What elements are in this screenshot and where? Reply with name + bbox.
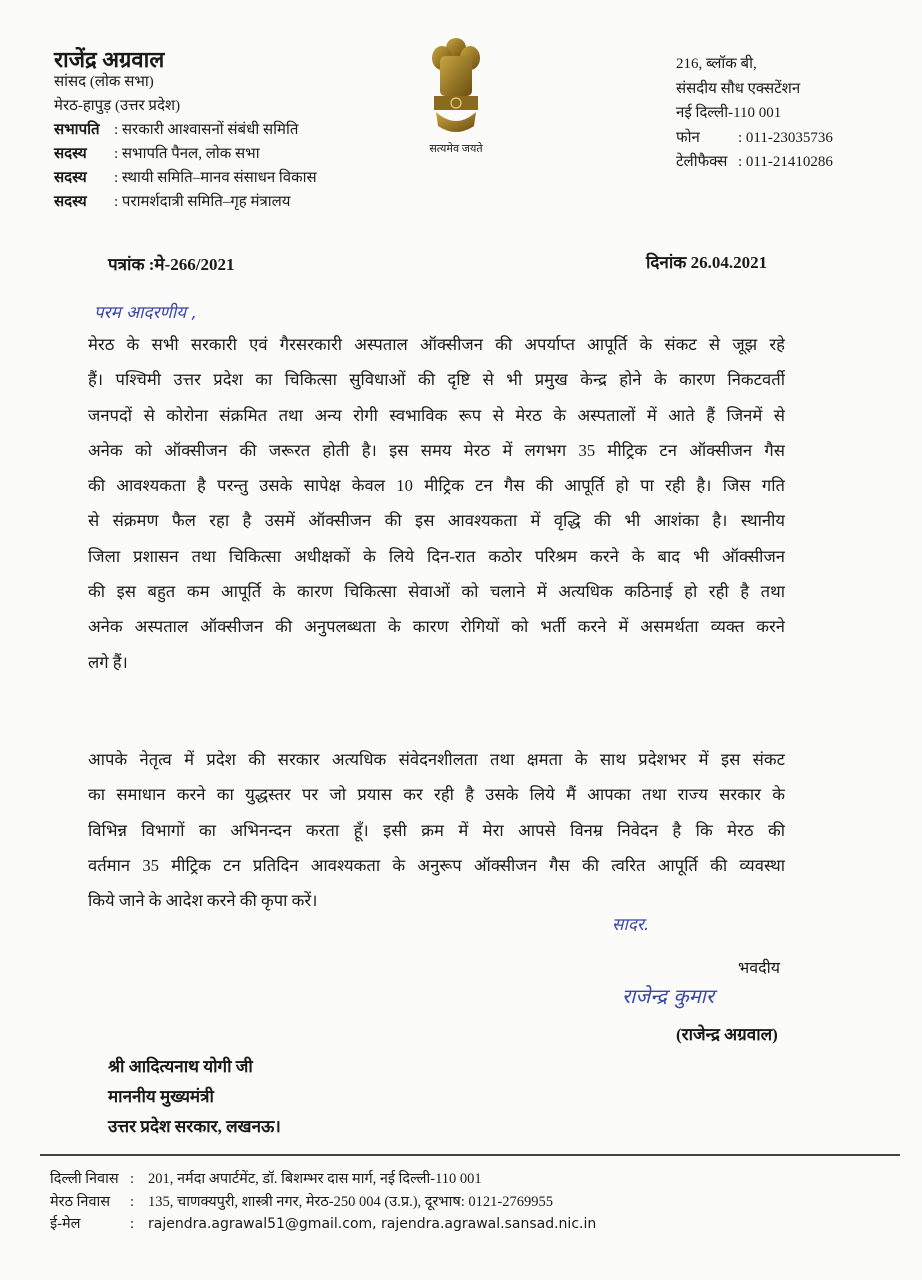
- recipient-block: [108, 1052, 281, 1142]
- sender-details: [54, 70, 317, 214]
- text-line: मेरठ के सभी सरकारी एवं गैरसरकारी अस्पताल ऑक्सीजन की अपर्याप्त आपूर्ति के संकट से जूझ रहे: [88, 335, 785, 354]
- sender-name: राजेंद्र अग्रवाल: [54, 47, 165, 72]
- fax-label: टेलीफैक्स: [676, 154, 728, 170]
- text-line: हैं। पश्चिमी उत्तर प्रदेश का चिकित्सा सुविधाओं की दृष्टि से भी प्रमुख केन्द्र होने के कारण निकटवर्ती: [88, 370, 785, 390]
- emblem-motto: सत्यमेव जयते: [429, 143, 483, 155]
- fax-value: : 011-21410286: [738, 154, 833, 170]
- role-label: सदस्य: [54, 170, 87, 186]
- role-value: : स्थायी समिति–मानव संसाधन विकास: [114, 170, 317, 186]
- text-line: का समाधान करने का युद्धस्तर पर जो प्रयास कर रही है उसके लिये मैं आपका तथा राज्य सरकार के: [88, 785, 785, 805]
- closing: भवदीय: [738, 960, 781, 977]
- recipient-name: श्री आदित्यनाथ योगी जी: [108, 1057, 253, 1076]
- footer-row: दिल्ली निवास : 201, नर्मदा अपार्टमेंट, डॉ. बिशम्भर दास मार्ग, नई दिल्ली-110 001: [50, 1168, 596, 1191]
- text-line: लगे हैं।: [88, 652, 128, 672]
- handwritten-closing: सादर.: [612, 915, 650, 935]
- address-line: नई दिल्ली-110 001: [676, 105, 782, 121]
- address-line: 216, ब्लॉक बी,: [676, 56, 757, 72]
- role-row: [54, 142, 317, 166]
- fax-row: [676, 150, 833, 175]
- reference-number: पत्रांक :मे-266/2021: [108, 255, 235, 274]
- role-row: [54, 166, 317, 190]
- footer-divider: [40, 1154, 900, 1156]
- text-line: की आवश्यकता है परन्तु उसके सापेक्ष केवल 10 मीट्रिक टन गैस की आपूर्ति हो पा रही है। जिस गति: [88, 476, 785, 496]
- footer-row: मेरठ निवास : 135, चाणक्यपुरी, शास्त्री नगर, मेरठ-250 004 (उ.प्र.), दूरभाष: 0121-2769955: [50, 1191, 596, 1214]
- text-line: की इस बहुत कम आपूर्ति के कारण चिकित्सा सेवाओं को चलाने में अत्यधिक कठिनाई हो रही है तथा: [88, 582, 785, 602]
- national-emblem: [418, 34, 494, 156]
- role-label: सदस्य: [54, 146, 87, 162]
- text-line: आपके नेतृत्व में प्रदेश की सरकार अत्यधिक संवेदनशीलता तथा क्षमता के साथ प्रदेशभर में इस संकट: [88, 750, 785, 769]
- text-line: अनेक अस्पताल ऑक्सीजन की अनुपलब्धता के कारण रोगियों को भर्ती करने में असमर्थता व्यक्त करने: [88, 617, 785, 637]
- office-address: [676, 52, 833, 175]
- text-line: विभिन्न विभागों का अभिनन्दन करता हूँ। इसी क्रम में मेरा आपसे विनम्र निवेदन है कि मेरठ की: [88, 820, 785, 840]
- text-line: से संक्रमण फैल रहा है उसमें ऑक्सीजन की इस आवश्यकता में वृद्धि की भी आशंका है। स्थानीय: [88, 511, 785, 531]
- footer-value: 135, चाणक्यपुरी, शास्त्री नगर, मेरठ-250 004 (उ.प्र.), दूरभाष: 0121-2769955: [148, 1193, 553, 1210]
- footer-value: 201, नर्मदा अपार्टमेंट, डॉ. बिशम्भर दास मार्ग, नई दिल्ली-110 001: [148, 1171, 482, 1187]
- role-label: सदस्य: [54, 194, 87, 210]
- text-line: जिला प्रशासन तथा चिकित्सा अधीक्षकों के लिये दिन-रात कठोर परिश्रम करने के बाद भी ऑक्सीजन: [88, 546, 785, 566]
- text-line: वर्तमान 35 मीट्रिक टन प्रतिदिन आवश्यकता के अनुरूप ऑक्सीजन गैस की त्वरित आपूर्ति की व्यवस्था: [88, 855, 785, 875]
- phone-row: [676, 126, 833, 151]
- footer-addresses: [50, 1168, 596, 1236]
- lion-capital-icon: [426, 34, 486, 138]
- body-paragraph-2: [88, 742, 785, 918]
- role-value: : सरकारी आश्वासनों संबंधी समिति: [114, 122, 299, 138]
- recipient-title: माननीय मुख्यमंत्री: [108, 1087, 214, 1106]
- recipient-office: उत्तर प्रदेश सरकार, लखनऊ।: [108, 1117, 281, 1136]
- text-line: जनपदों से कोरोना संक्रमित तथा अन्य रोगी स्वभाविक रूप से मेरठ के अस्पतालों में आते हैं जिनमें से: [88, 405, 785, 425]
- role-label: सभापति: [54, 122, 100, 138]
- footer-label: ई-मेल: [50, 1216, 81, 1232]
- role-row: [54, 118, 317, 142]
- phone-label: फोन: [676, 129, 700, 146]
- phone-value: : 011-23035736: [738, 129, 833, 146]
- role-value: : सभापति पैनल, लोक सभा: [114, 146, 260, 162]
- text-line: किये जाने के आदेश करने की कृपा करें।: [88, 891, 318, 911]
- signature: राजेन्द्र कुमार: [622, 984, 715, 1008]
- body-paragraph-1: [88, 327, 785, 680]
- role-row: [54, 190, 317, 214]
- signatory-name: (राजेन्द्र अग्रवाल): [676, 1025, 778, 1044]
- sender-constituency: मेरठ-हापुड़ (उत्तर प्रदेश): [54, 98, 181, 114]
- sender-title: सांसद (लोक सभा): [54, 74, 154, 90]
- footer-row: ई-मेल : rajendra.agrawal51@gmail.com, rajendra.agrawal.sansad.nic.in: [50, 1213, 596, 1236]
- letter-date: दिनांक 26.04.2021: [646, 253, 768, 272]
- role-value: : परामर्शदात्री समिति–गृह मंत्रालय: [114, 194, 291, 210]
- text-line: अनेक को ऑक्सीजन की जरूरत होती है। इस समय मेरठ में लगभग 35 मीट्रिक टन ऑक्सीजन गैस: [88, 440, 785, 460]
- address-line: संसदीय सौध एक्सटेंशन: [676, 80, 801, 97]
- footer-email: rajendra.agrawal51@gmail.com, rajendra.agrawal.sansad.nic.in: [148, 1216, 597, 1232]
- handwritten-salutation: परम आदरणीय ,: [94, 303, 197, 323]
- footer-label: दिल्ली निवास: [50, 1171, 119, 1187]
- footer-label: मेरठ निवास: [50, 1193, 111, 1210]
